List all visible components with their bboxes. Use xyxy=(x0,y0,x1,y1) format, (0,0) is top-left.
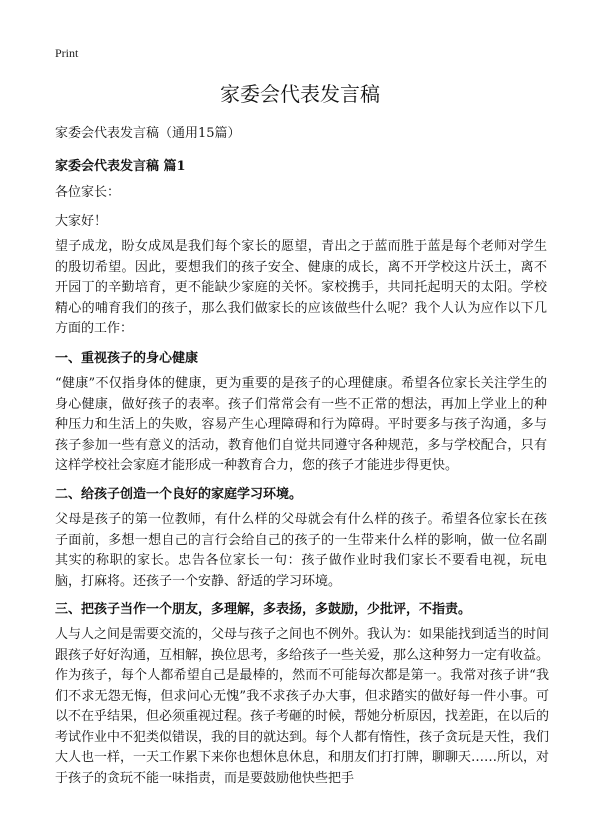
body-paragraph: “健康”不仅指身体的健康，更为重要的是孩子的心理健康。希望各位家长关注学生的身心健康，做好孩子的表率。孩子们常常会有一些不正常的想法，再加上学业上的种种压力和生活上的失败，容易产生心理障碍和行为障碍。平时要多与孩子沟通，多与孩子参加一些有意义的活动，教育他们自觉共同遵守各种规范，多与学校配合，只有这样学校社会家庭才能形成一种教育合力，您的孩子才能进步得更快。 xyxy=(55,376,547,473)
greeting-line: 各位家长： xyxy=(55,185,121,200)
greeting-line: 大家好！ xyxy=(55,214,108,229)
section-heading: 二、给孩子创造一个良好的家庭学习环境。 xyxy=(55,487,303,502)
document-subtitle: 家委会代表发言稿（通用15篇） xyxy=(55,126,241,141)
body-paragraph: 望子成龙，盼女成凤是我们每个家长的愿望，青出之于蓝而胜于蓝是每个老师对学生的殷切希望。因此，要想我们的孩子安全、健康的成长，离不开学校这片沃土，离不开园丁的辛勤培育，更不能缺少家庭的关怀。家校携手，共同托起明天的太阳。学校精心的哺育我们的孩子，那么我们做家长的应该做些什么呢？我个人认为应作以下几方面的工作： xyxy=(55,239,547,336)
section-heading: 一、重视孩子的身心健康 xyxy=(55,351,199,366)
body-paragraph: 人与人之间是需要交流的，父母与孩子之间也不例外。我认为：如果能找到适当的时间跟孩子好好沟通，互相解，换位思考，多给孩子一些关爱，那么这种努力一定有收益。作为孩子，每个人都希望自己是最棒的，然而不可能每次都是第一。我常对孩子讲“我们不求无怨无悔，但求问心无愧”我不求孩子办大事，但求踏实的做好每一件小事。可以不在乎结果，但必须重视过程。孩子考砸的时候，帮她分析原因，找差距，在以后的考试作业中不犯类似错误，我的目的就达到。每个人都有惰性，孩子贪玩是天性，我们大人也一样，一天工作累下来你也想休息休息，和朋友们打打牌，聊聊天……所以，对于孩子的贪玩不能一味指责，而是要鼓励他快些把手 xyxy=(55,627,549,786)
print-link[interactable]: Print xyxy=(55,46,79,60)
document-title: 家委会代表发言稿 xyxy=(220,82,380,106)
section-heading: 三、把孩子当作一个朋友，多理解，多表扬，多鼓励，少批评，不指责。 xyxy=(55,602,472,617)
body-paragraph: 父母是孩子的第一位教师，有什么样的父母就会有什么样的孩子。希望各位家长在孩子面前，多想一想自己的言行会给自己的孩子的一生带来什么样的影响，做一位名副其实的称职的家长。忠告各位家长一句：孩子做作业时我们家长不要看电视，玩电脑，打麻将。还孩子一个安静、舒适的学习环境。 xyxy=(55,512,547,589)
section-title: 家委会代表发言稿 篇1 xyxy=(55,159,186,174)
